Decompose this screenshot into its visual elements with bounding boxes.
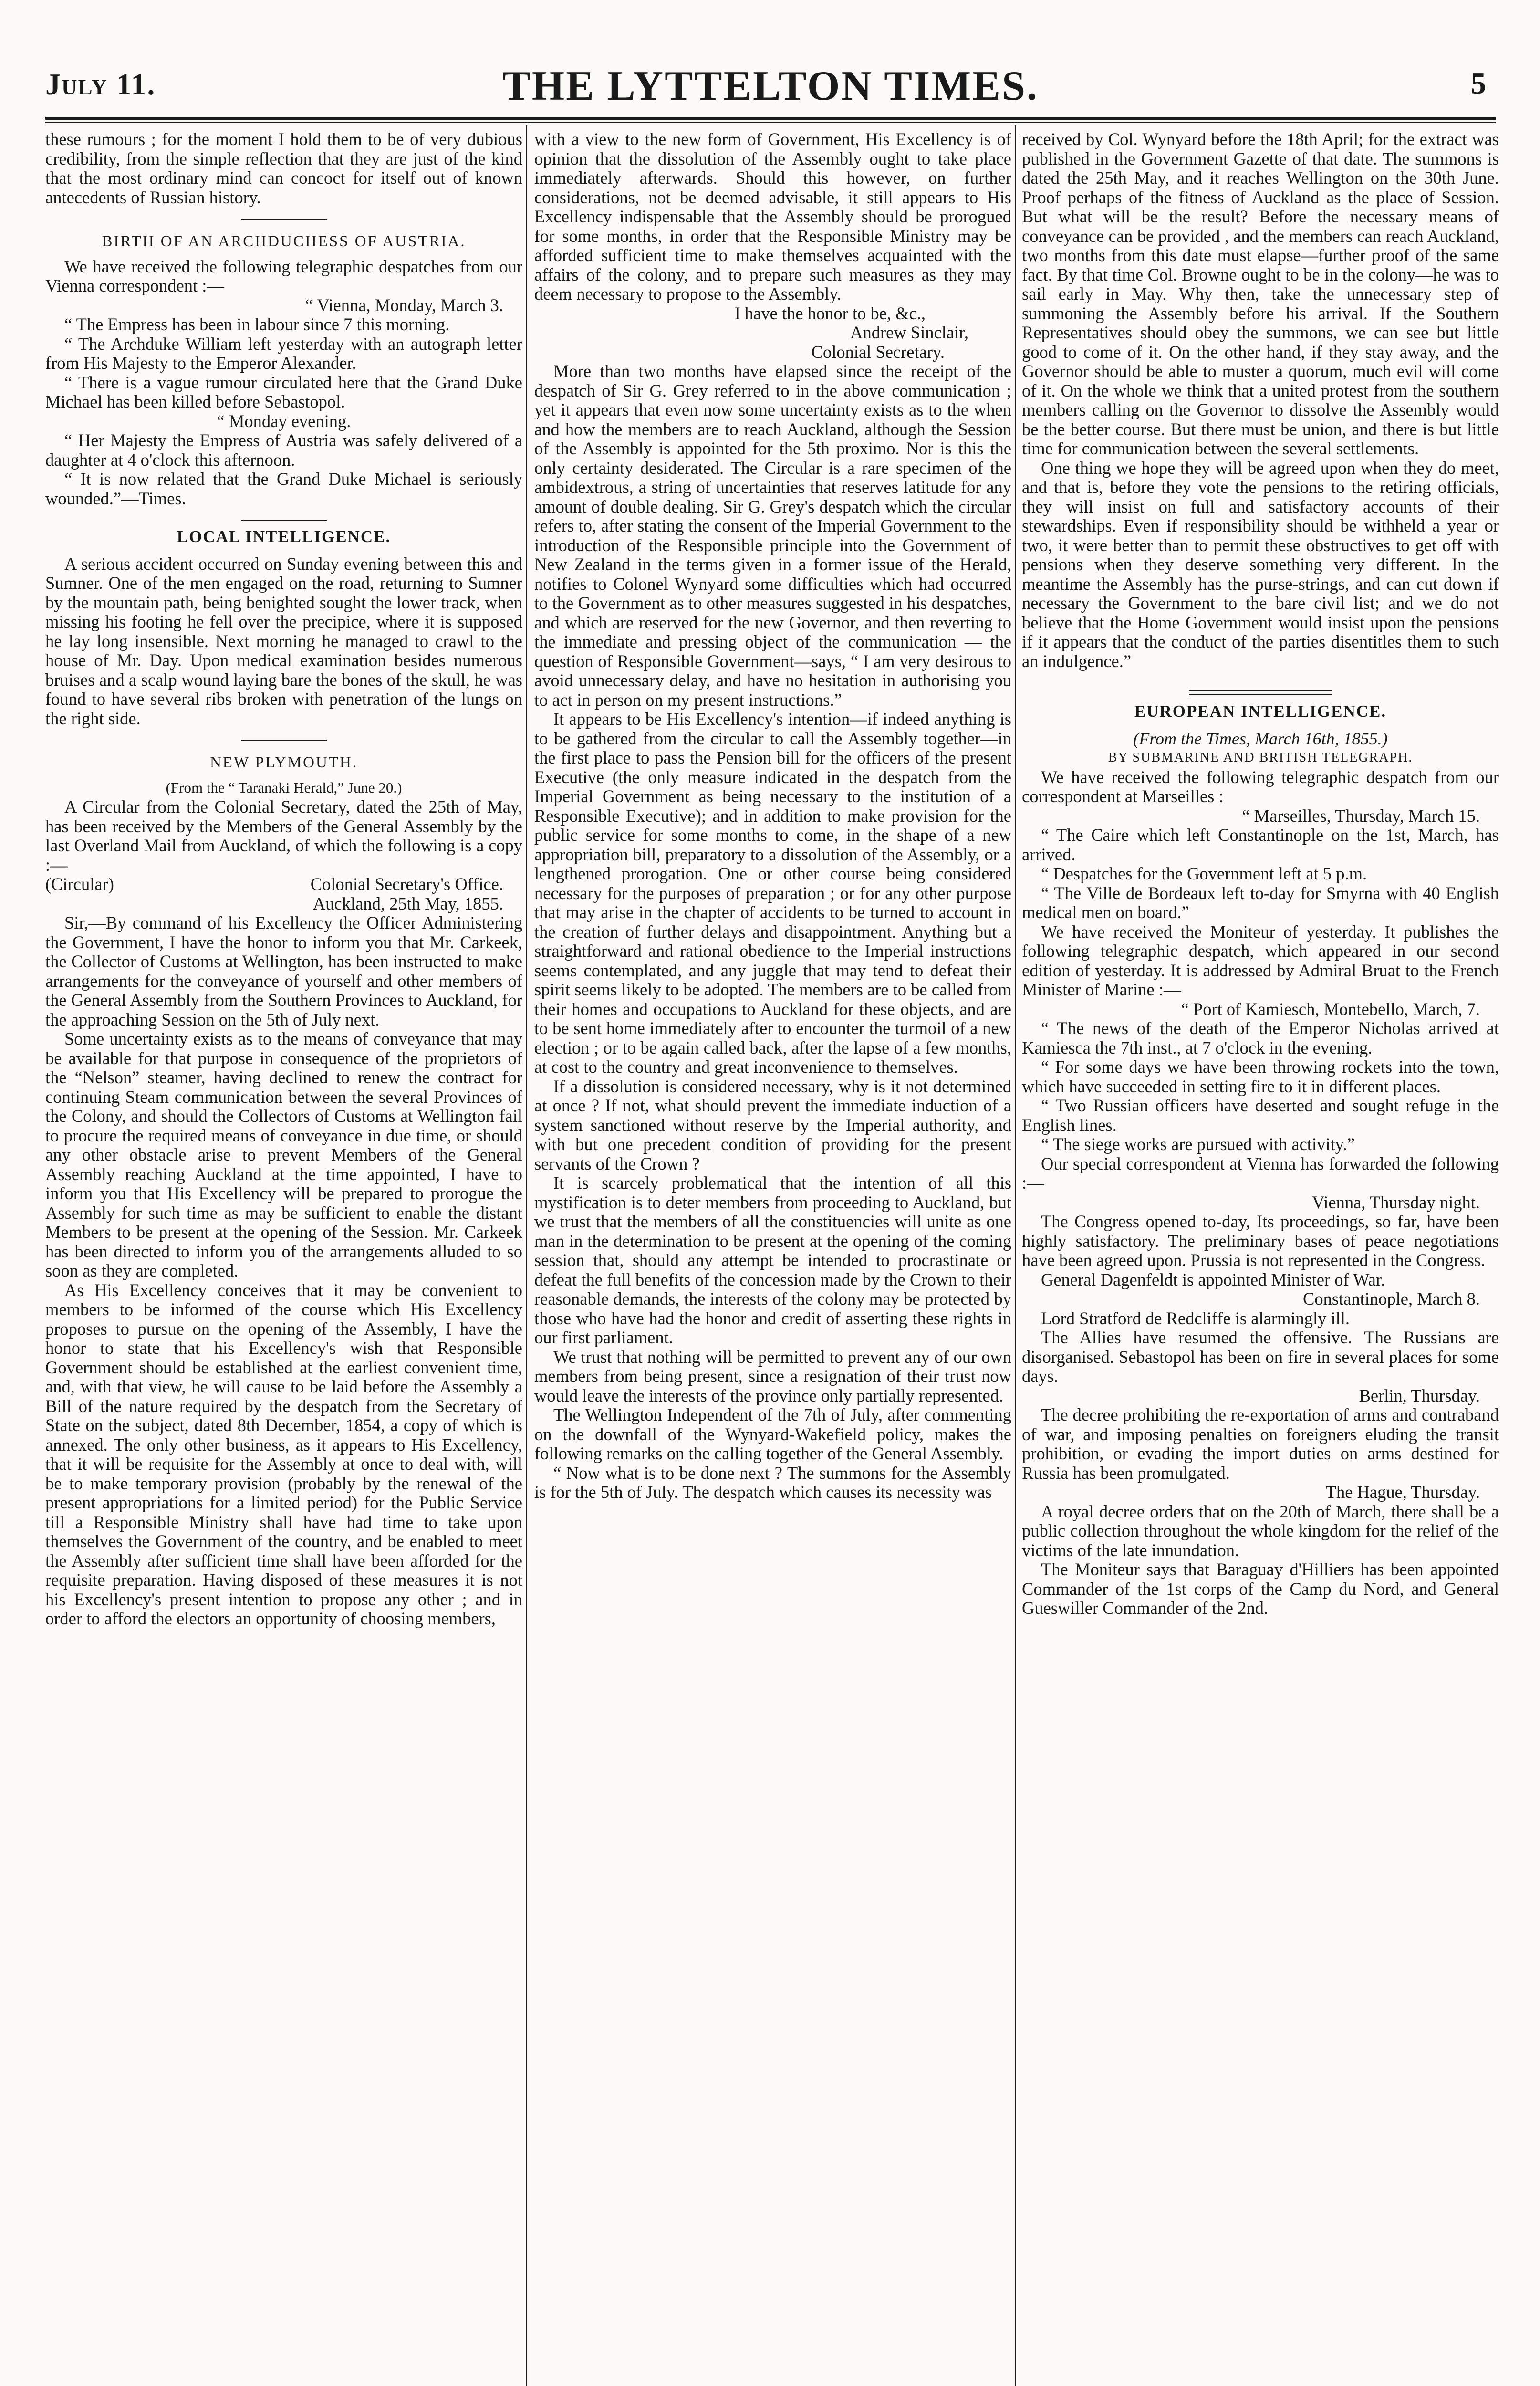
masthead [45, 62, 1496, 119]
column-3 [1022, 130, 1499, 2386]
article-text: “ There is a vague rumour circulated here that the Grand Duke Michael has been killed before Sebastopol. [45, 372, 522, 411]
masthead-rule [45, 117, 1496, 120]
article-text: General Dagenfeldt is appointed Minister of War. [1041, 1269, 1385, 1289]
office-label: Colonial Secretary's Office. [310, 874, 503, 894]
article-text: One thing we hope they will be agreed upon when they do meet, and that is, before they vote the pensions to the retiring officials, they will insist on full and satisfactory accounts of their stewardships. Even if responsibility should be withheld a year or two, it were better than to permit these obstructives to get off with pensions when they deserve something very different. In the meantime the Assembly has the purse-strings, and can cut down if necessary the Government to the bare civil list; and we do not believe that the Home Government would insist upon the pensions if it appears that the conduct of the parties disentitles them to such an indulgence.” [1022, 458, 1499, 671]
column-2 [534, 130, 1011, 2386]
article-text: A Circular from the Colonial Secretary, dated the 25th of May, has been received by the Members of the General Assembly by the last Overland Mail from Auckland, of which the following is a copy :— [45, 797, 522, 875]
dateline: “ Marseilles, Thursday, March 15. [1242, 806, 1480, 826]
article-text: “ The Ville de Bordeaux left to-day for Smyrna with 40 English medical men on board.” [1022, 883, 1499, 922]
article-text: received by Col. Wynyard before the 18th April; for the extract was published in the Government Gazette of that date. The summons is dated the 25th May, and it reaches Wellington on the 30th June. Proof perhaps of the fitness of Auckland as the place of Session. But what will be the result? Before the necessary means of conveyance can be provided , and the members can reach Auckland, two months from this date must elapse—further proof of the same fact. By that time Col. Browne ought to be in the colony—he was to sail early in May. Why then, take the unnecessary step of summoning the Assembly before his arrival. If the Southern Representatives should obey the summons, we can see but little good to come of it. On the other hand, if they stay away, and the Governor should be able to muster a quorum, much evil will come of it. On the whole we think that a united protest from the southern members calling on the Governor to dissolve the Assembly would be the better course. But there must be union, and there is but little time for communication between the several settlements. [1022, 130, 1499, 458]
dateline: Berlin, Thursday. [1359, 1385, 1480, 1405]
dateline: “ Monday evening. [217, 411, 351, 431]
article-text: Sir,—By command of his Excellency the Officer Administering the Government, I have the honor to inform you that Mr. Carkeek, the Collector of Customs at Wellington, has been instructed to make arrangements for the conveyance of yourself and other members of the General Assembly from the Southern Provinces to Auckland, for the approaching Session on the 5th of July next. [45, 913, 522, 1029]
article-text: It appears to be His Excellency's intention—if indeed anything is to be gathered from the circular to call the Assembly together—in the first place to pass the Pension bill for the officers of the present Executive (the only measure indicated in the despatch from the Imperial Government as being necessary to the institution of a Responsible Executive); and in addition to make provision for the public service for some months to come, in the shape of a new appropriation bill, preparatory to a dissolution of the Assembly, or a lengthened prorogation. One or other course being considered necessary for the purposes of preparation ; or for any other purpose that may arise in the chapter of accidents to be turned to account in the creation of further delays and disappointment. Anything but a straightforward and rational obedience to the Imperial instructions seems contemplated, and any juggle that may tend to defeat their spirit seems likely to be adopted. The members are to be called from their homes and occupations to Auckland for these objects, and are to be sent home immediately after to encounter the turmoil of a new election ; or to be again called back, after the lapse of a few months, at cost to the country and great inconvenience to themselves. [534, 709, 1011, 1077]
article-text: We trust that nothing will be permitted to prevent any of our own members from being present, since a resignation of their trust now would leave the interests of the province only partially represented. [534, 1347, 1011, 1405]
article-text: these rumours ; for the moment I hold them to be of very dubious credibility, from the simple reflection that they are just of the kind that the most ordinary mind can concoct for itself out of known antecedents of Russian history. [45, 130, 522, 207]
column-divider [526, 125, 527, 2386]
section-separator [241, 219, 327, 220]
article-text: “ It is now related that the Grand Duke Michael is seriously wounded.”—Times. [45, 469, 522, 508]
dateline: Constantinople, March 8. [1302, 1289, 1480, 1308]
circular-header [45, 875, 522, 894]
article-text: “ The Archduke William left yesterday with an autograph letter from His Majesty to the Emperor Alexander. [45, 334, 522, 373]
article-text: with a view to the new form of Government, His Excellency is of opinion that the dissolution of the Assembly ought to take place immediately afterwards. Should this however, on further considerations, not be deemed advisable, it still appears to His Excellency indispensable that the Assembly should be prorogued for some months, in order that the Responsible Ministry may be afforded sufficient time to make themselves acquainted with the affairs of the colony, and to prepare such measures as they may deem necessary to propose to the Assembly. [534, 130, 1011, 303]
article-text: “ Despatches for the Government left at 5 p.m. [1041, 864, 1367, 883]
article-text: “ For some days we have been throwing rockets into the town, which have succeeded in setting fire to it in different places. [1022, 1057, 1499, 1096]
section-heading: LOCAL INTELLIGENCE. [177, 527, 391, 546]
article-text: Lord Stratford de Redcliffe is alarmingly ill. [1041, 1308, 1350, 1328]
article-text: “ Her Majesty the Empress of Austria was safely delivered of a daughter at 4 o'clock this afternoon. [45, 430, 522, 470]
article-text: As His Excellency conceives that it may be convenient to members to be informed of the course which His Excellency proposes to pursue on the opening of the Assembly, I have the honor to state that his Excellency's wish that Responsible Government should be established at the earliest convenient time, and, with that view, he will cause to be laid before the Assembly a Bill of the nature required by the despatch from the Secretary of State on the subject, dated 8th December, 1854, a copy of which is annexed. The only other business, as it appears to His Excellency, that it will be requisite for the Assembly at once to deal with, will be to make temporary provision (probably by the renewal of the present appropriations for a limited period) for the Public Service till a Responsible Ministry shall have had time to take upon themselves the Government of the country, and be enabled to meet the Assembly after sufficient time shall have been afforded for the requisite preparation. Having disposed of these measures it is not his Excellency's present intention to propose any other ; and in order to afford the electors an opportunity of choosing members, [45, 1280, 522, 1628]
article-text: More than two months have elapsed since the receipt of the despatch of Sir G. Grey referred to in the above communication ; yet it appears that even now some uncertainty exists as to the when and how the members are to reach Auckland, although the Session of the Assembly is appointed for the 5th proximo. Nor is this the only certainty desiderated. The Circular is a rare specimen of the ambidextrous, a string of uncertainties that reserves latitude for any amount of double dealing. Sir G. Grey's despatch which the circular refers to, after stating the consent of the Imperial Government to the introduction of the Responsible principle into the Government of New Zealand in the terms given in a former issue of the Herald, notifies to Colonel Wynyard some difficulties which had occurred to the Government as to other measures suggested in his despatches, and which are reserved for the new Governor, and then reverting to the immediate and pressing object of the communication — the question of Responsible Government—says, “ I am very desirous to avoid unnecessary delay, and have no hesitation in authorising you to act in person on my present instructions.” [534, 361, 1011, 710]
article-text: A serious accident occurred on Sunday evening between this and Sumner. One of the men engaged on the road, returning to Sumner by the mountain path, being benighted sought the lower track, when missing his footing he fell over the precipice, where it is supposed he lay long insensible. Next morning he managed to crawl to the house of Mr. Day. Upon medical examination besides numerous bruises and a scalp wound laying bare the bones of the skull, he was found to have several ribs broken with penetration of the lungs on the right side. [45, 554, 522, 728]
column-1 [45, 130, 522, 2386]
article-text: We have received the following telegraphic despatch from our correspondent at Marseilles : [1022, 767, 1499, 806]
dateline: The Hague, Thursday. [1325, 1482, 1480, 1502]
article-text: We have received the following telegraphic despatches from our Vienna correspondent :— [45, 256, 522, 295]
section-heading: NEW PLYMOUTH. [209, 754, 358, 771]
newspaper-title: THE LYTTELTON TIMES. [502, 63, 1039, 109]
masthead-rule-thin [45, 122, 1496, 123]
dateline: Auckland, 25th May, 1855. [312, 893, 503, 913]
article-text: “ Now what is to be done next ? The summons for the Assembly is for the 5th of July. The despatch which causes its necessity was [534, 1463, 1011, 1502]
article-text: “ Two Russian officers have deserted and sought refuge in the English lines. [1022, 1096, 1499, 1135]
article-text: The Moniteur says that Baraguay d'Hilliers has been appointed Commander of the 1st corps of the Camp du Nord, and General Gueswiller Commander of the 2nd. [1022, 1559, 1499, 1618]
source-note: (From the Times, March 16th, 1855.) [1133, 729, 1388, 748]
article-text: “ The siege works are pursued with activity.” [1041, 1134, 1355, 1154]
article-text: A royal decree orders that on the 20th of March, there shall be a public collection throughout the whole kingdom for the relief of the victims of the late innundation. [1022, 1501, 1499, 1560]
signature-title: Colonial Secretary. [811, 342, 945, 362]
telegraph-note: BY SUBMARINE AND BRITISH TELEGRAPH. [1108, 750, 1413, 765]
section-separator [241, 520, 327, 521]
article-text: The Allies have resumed the offensive. The Russians are disorganised. Sebastopol has been on fire in several places for some days. [1022, 1328, 1499, 1386]
article-text: Some uncertainty exists as to the means of conveyance that may be available for that purpose in consequence of the proprietors of the “Nelson” steamer, having declined to renew the contract for continuing Steam communication between the several Provinces of the Colony, and should the Collectors of Customs at Wellington fail to procure the required means of conveyance in due time, or should any other obstacle arise to prevent Members of the General Assembly reaching Auckland at the time appointed, I have to inform you that His Excellency will be prepared to prorogue the Assembly for such time as may be sufficient to enable the distant Members to be present at the opening of the Session. Mr. Carkeek has been directed to inform you of the arrangements alluded to so soon as they are completed. [45, 1029, 522, 1280]
dateline: Vienna, Thursday night. [1312, 1192, 1480, 1212]
article-text: “ The news of the death of the Emperor Nicholas arrived at Kamiesca the 7th inst., at 7 o'clock in the evening. [1022, 1018, 1499, 1057]
section-separator [241, 740, 327, 741]
signature-name: Andrew Sinclair, [850, 323, 968, 342]
dateline: “ Vienna, Monday, March 3. [305, 295, 503, 315]
signature-line: I have the honor to be, &c., [734, 303, 926, 323]
column-divider [1015, 125, 1016, 2386]
article-text: “ The Empress has been in labour since 7 this morning. [64, 314, 450, 334]
circular-label: (Circular) [45, 874, 114, 894]
section-heading: EUROPEAN INTELLIGENCE. [1134, 702, 1387, 721]
article-text: The decree prohibiting the re-exportation of arms and contraband of war, and imposing penalties on foreigners eluding the transit prohibition, or evading the import duties on arms destined for Russia has been promulgated. [1022, 1405, 1499, 1483]
issue-date: July 11. [45, 67, 156, 101]
article-text: If a dissolution is considered necessary, why is it not determined at once ? If not, what should prevent the immediate induction of a system sanctioned without reserve by the Imperial authority, and with but one precedent condition of providing for the present servants of the Crown ? [534, 1076, 1011, 1173]
article-text: It is scarcely problematical that the intention of all this mystification is to deter members from proceeding to Auckland, but we trust that the members of all the constituencies will unite as one man in the determination to be present at the opening of the coming session that, should any attempt be intended to procrastinate or defeat the full benefits of the concession made by the Crown to their reasonable demands, the interests of the colony may be protected by those who have had the honor and credit of asserting these rights in our first parliament. [534, 1173, 1011, 1347]
source-note: (From the “ Taranaki Herald,” June 20.) [166, 779, 402, 796]
article-text: “ The Caire which left Constantinople on the 1st, March, has arrived. [1022, 825, 1499, 864]
dateline: “ Port of Kamiesch, Montebello, March, 7. [1181, 999, 1480, 1019]
section-heading: BIRTH OF AN ARCHDUCHESS OF AUSTRIA. [102, 233, 466, 250]
article-text: The Wellington Independent of the 7th of July, after commenting on the downfall of the Wynyard-Wakefield policy, makes the following remarks on the calling together of the General Assembly. [534, 1405, 1011, 1463]
article-text: We have received the Moniteur of yesterday. It publishes the following telegraphic despatch, which appeared in our second edition of yesterday. It is addressed by Admiral Bruat to the French Minister of Marine :— [1022, 921, 1499, 999]
section-separator [1189, 690, 1332, 695]
article-text: The Congress opened to-day, Its proceedings, so far, have been highly satisfactory. The preliminary bases of peace negotiations have been agreed upon. Prussia is not represented in the Congress. [1022, 1212, 1499, 1270]
article-text: Our special correspondent at Vienna has forwarded the following :— [1022, 1153, 1499, 1193]
page-number: 5 [1471, 66, 1486, 100]
